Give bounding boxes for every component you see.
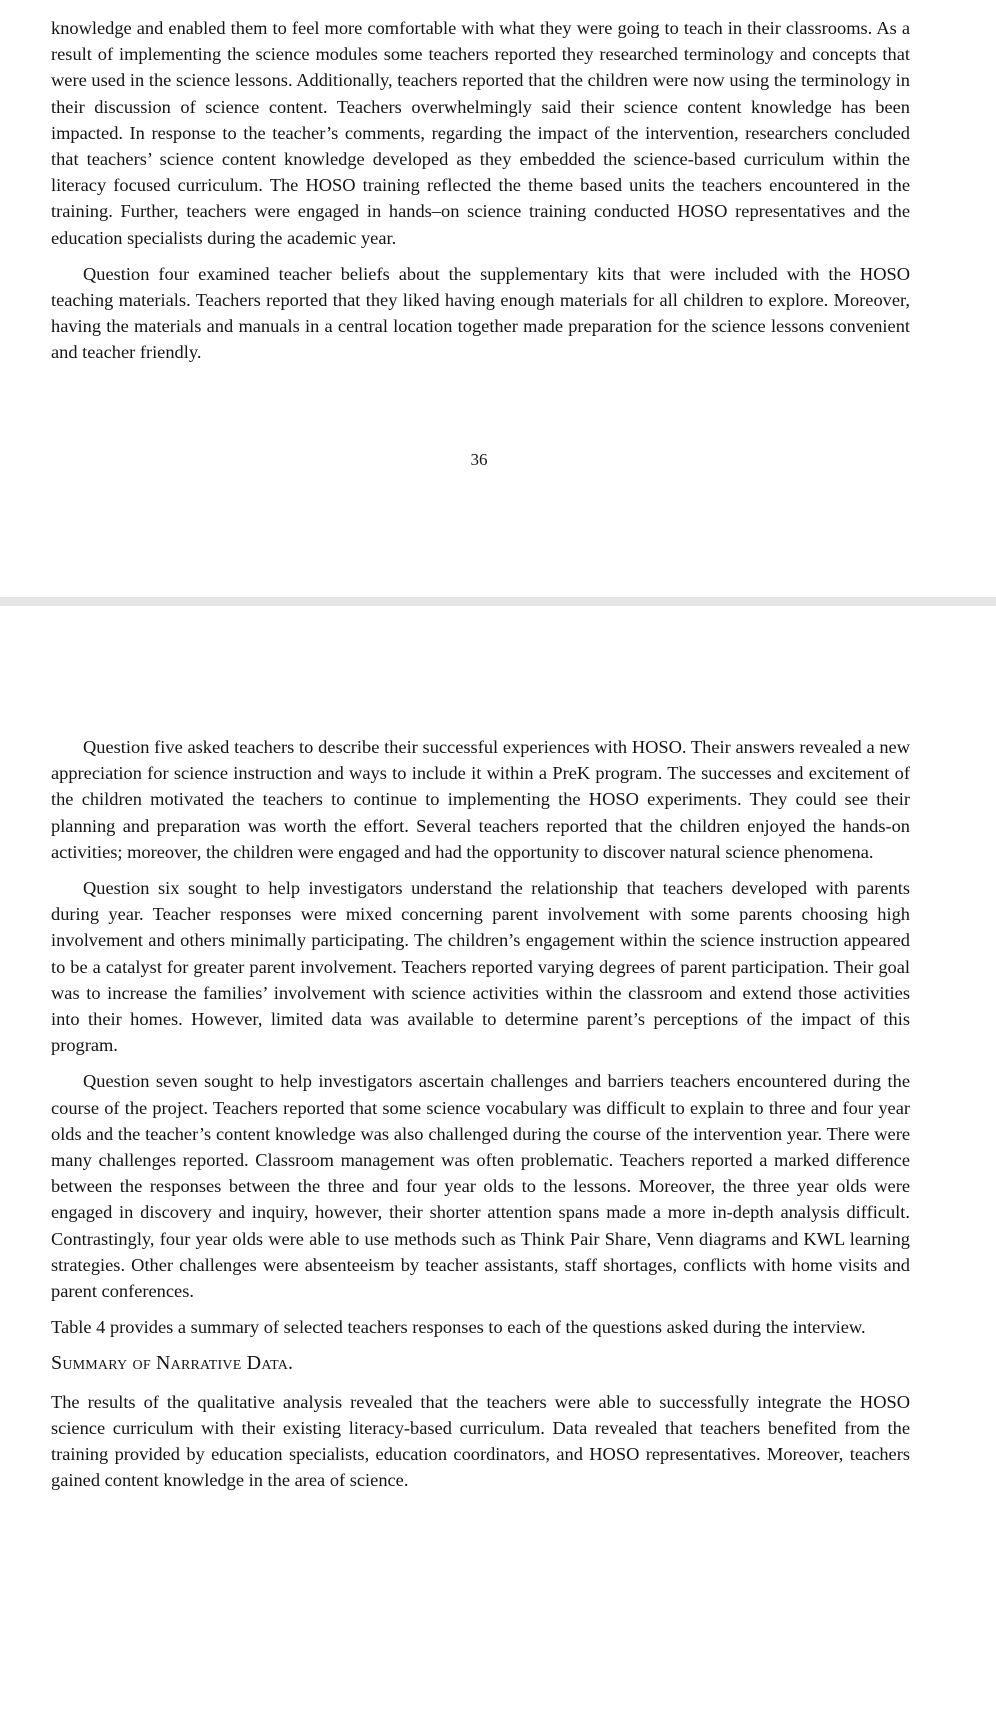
page-37-text bbox=[51, 734, 910, 1503]
page-36 bbox=[0, 0, 996, 597]
paragraph-question-six: Question six sought to help investigators understand the relationship that teachers developed with parents during year. Teacher responses were mixed concerning parent involvement with some parents choosing high involvement and others minimally participating. The children’s engagement within the science instruction appeared to be a catalyst for greater parent involvement. Teachers reported varying degrees of parent participation. Their goal was to increase the families’ involvement with science activities within the classroom and extend those activities into their homes. However, limited data was available to determine parent’s perceptions of the impact of this program. bbox=[51, 878, 910, 1056]
section-heading-summary: Summary of Narrative Data. bbox=[51, 1352, 294, 1375]
paragraph-question-four: Question four examined teacher beliefs about the supplementary kits that were included with the HOSO teaching materials. Teachers reported that they liked having enough materials for all children to explore. Moreover, having the materials and manuals in a central location together made preparation for the science lessons convenient and teacher friendly. bbox=[51, 263, 910, 363]
paragraph-question-seven: Question seven sought to help investigators ascertain challenges and barriers teachers encountered during the course of the project. Teachers reported that some science vocabulary was difficult to explain to three and four year olds and the teacher’s content knowledge was also challenged during the course of the intervention year. There were many challenges reported. Classroom management was often problematic. Teachers reported a marked difference between the responses between the three and four year olds to the lessons. Moreover, the three year olds were engaged in discovery and inquiry, however, their shorter attention spans made a more in-depth analysis difficult. Contrastingly, four year olds were able to use methods such as Think Pair Share, Venn diagrams and KWL learning strategies. Other challenges were absenteeism by teacher assistants, staff shortages, conflicts with home visits and parent conferences. bbox=[51, 1071, 910, 1302]
paragraph-table-4-reference: Table 4 provides a summary of selected teachers responses to each of the questions asked during the interview. bbox=[51, 1317, 866, 1338]
page-separator bbox=[0, 597, 996, 606]
paragraph-teacher-knowledge-continued: knowledge and enabled them to feel more comfortable with what they were going to teach in their classrooms. As a result of implementing the science modules some teachers reported they researched terminology and concepts that were used in the science lessons. Additionally, teachers reported that the children were now using the terminology in their discussion of science content. Teachers overwhelmingly said their science content knowledge has been impacted. In response to the teacher’s comments, regarding the impact of the intervention, researchers concluded that teachers’ science content knowledge developed as they embedded the science-based curriculum within the literacy focused curriculum. The HOSO training reflected the theme based units the teachers encountered in the training. Further, teachers were engaged in hands–on science training conducted HOSO representatives and the education specialists during the academic year. bbox=[51, 18, 910, 248]
page-37 bbox=[0, 606, 996, 1713]
page-number: 36 bbox=[470, 450, 488, 469]
page-36-text bbox=[51, 15, 910, 376]
paragraph-summary: The results of the qualitative analysis revealed that the teachers were able to successfully integrate the HOSO science curriculum with their existing literacy-based curriculum. Data revealed that teachers benefited from the training provided by education specialists, education coordinators, and HOSO representatives. Moreover, teachers gained content knowledge in the area of science. bbox=[51, 1391, 910, 1491]
paragraph-question-five: Question five asked teachers to describe their successful experiences with HOSO. Their answers revealed a new appreciation for science instruction and ways to include it within a PreK program. The successes and excitement of the children motivated the teachers to continue to implementing the HOSO experiments. They could see their planning and preparation was worth the effort. Several teachers reported that the children enjoyed the hands-on activities; moreover, the children were engaged and had the opportunity to discover natural science phenomena. bbox=[51, 737, 910, 862]
